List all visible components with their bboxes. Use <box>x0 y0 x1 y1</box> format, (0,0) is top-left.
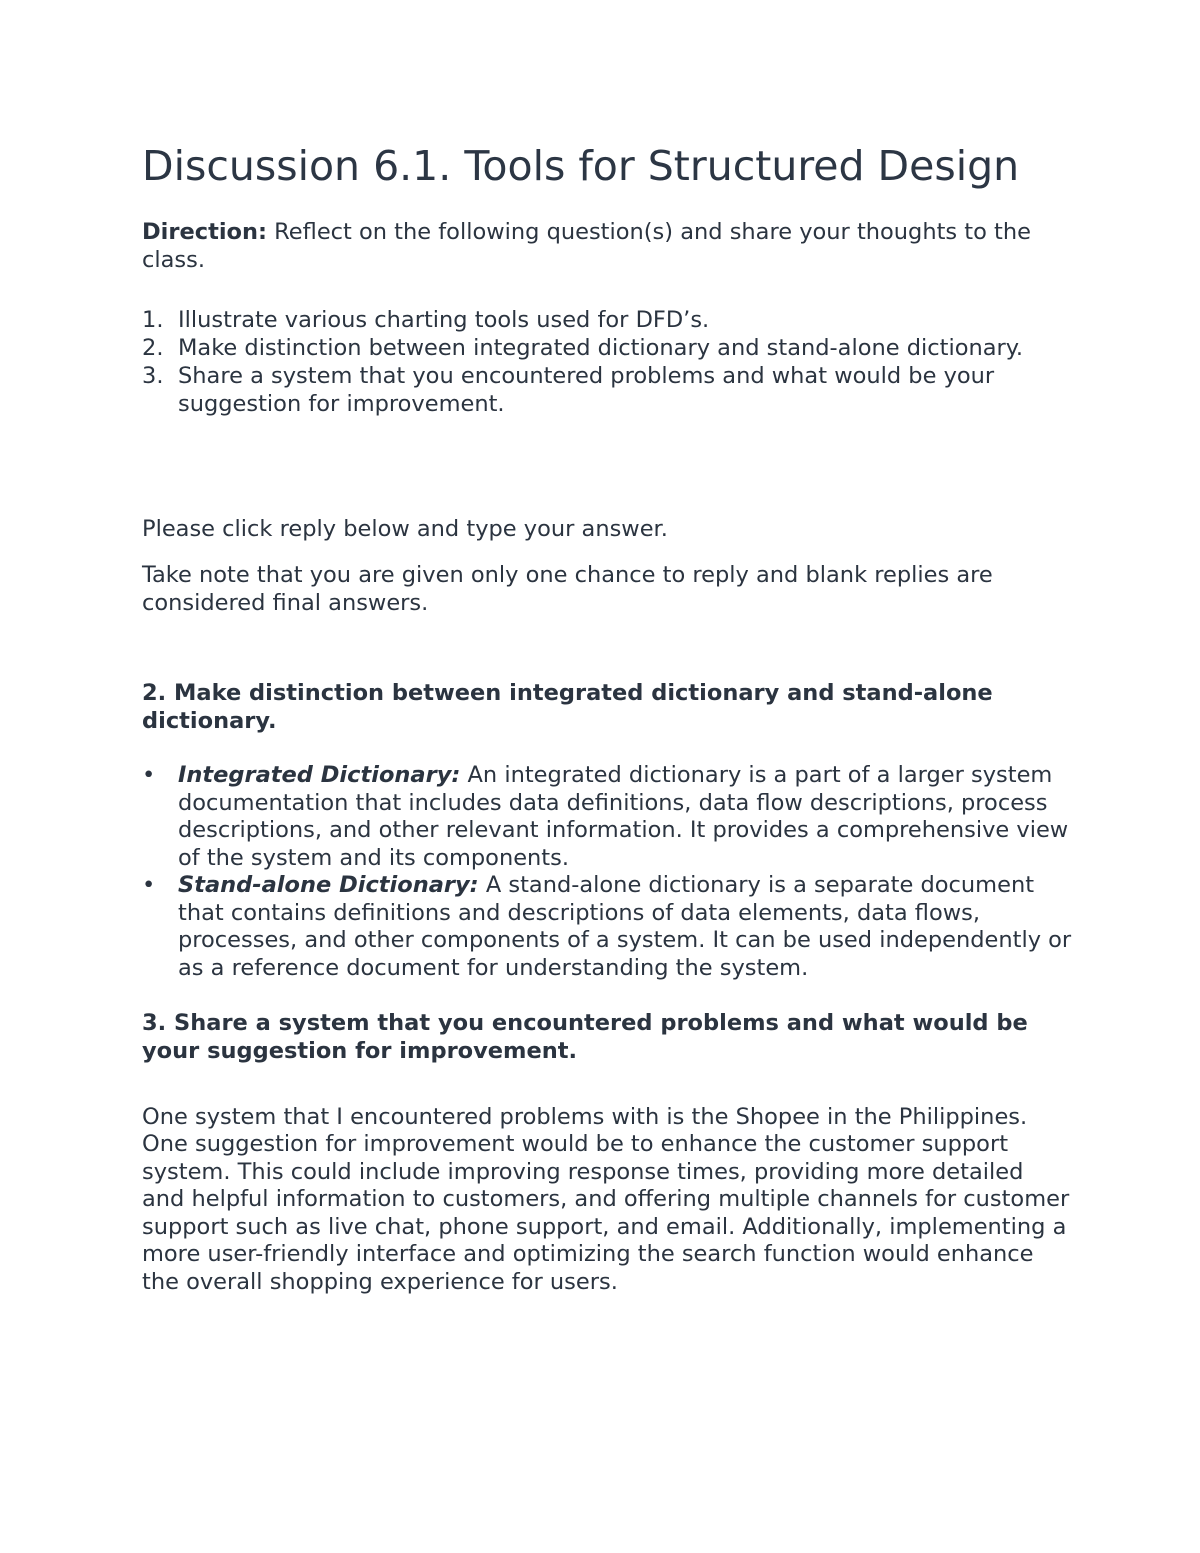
instruction-note: Take note that you are given only one chance to reply and blank replies are considered final answers. <box>142 562 993 616</box>
bullet-text: A stand-alone dictionary is a separate document that contains definitions and descriptions of data elements, data flows, processes, and other components of a system. It can be used independently or as a reference document for understanding the system. <box>178 872 1072 981</box>
question-list <box>142 306 1072 418</box>
section-3-answer: One system that I encountered problems with is the Shopee in the Philippines. One suggestion for improvement would be to enhance the customer support system. This could include improving response times, providing more detailed and helpful information to customers, and offering multiple channels for customer support such as live chat, phone support, and email. Additionally, implementing a more user-friendly interface and optimizing the search function would enhance the overall shopping experience for users. <box>142 1103 1070 1296</box>
question-item <box>142 306 1072 334</box>
question-item <box>142 362 1072 418</box>
dictionary-bullet-list <box>142 762 1072 982</box>
instruction-reply: Please click reply below and type your answer. <box>142 516 668 542</box>
bullet-integrated-dictionary <box>142 762 1072 872</box>
bullet-term: Stand-alone Dictionary: <box>178 872 479 898</box>
direction-text: Reflect on the following question(s) and share your thoughts to the class. <box>142 219 1031 273</box>
bullet-icon: • <box>142 762 156 788</box>
question-number: 2. <box>142 335 164 361</box>
bullet-term: Integrated Dictionary: <box>178 762 461 788</box>
section-3-heading: 3. Share a system that you encountered problems and what would be your suggestion for improvement. <box>142 1010 1028 1064</box>
direction-label: Direction: <box>142 219 268 245</box>
question-text: Illustrate various charting tools used for DFD’s. <box>178 307 710 333</box>
question-number: 3. <box>142 363 164 389</box>
question-text: Make distinction between integrated dictionary and stand-alone dictionary. <box>178 335 1024 361</box>
section-2-heading: 2. Make distinction between integrated dictionary and stand-alone dictionary. <box>142 680 993 734</box>
question-item <box>142 334 1072 362</box>
question-number: 1. <box>142 307 164 333</box>
page-title: Discussion 6.1. Tools for Structured Design <box>142 142 1020 190</box>
bullet-text: An integrated dictionary is a part of a larger system documentation that includes data definitions, data flow descriptions, process descriptions, and other relevant information. It provides a comprehensive view of the system and its components. <box>178 762 1069 871</box>
bullet-icon: • <box>142 872 156 898</box>
direction-paragraph <box>142 218 1042 274</box>
bullet-stand-alone-dictionary <box>142 872 1072 982</box>
question-text: Share a system that you encountered problems and what would be your suggestion for improvement. <box>178 363 995 417</box>
